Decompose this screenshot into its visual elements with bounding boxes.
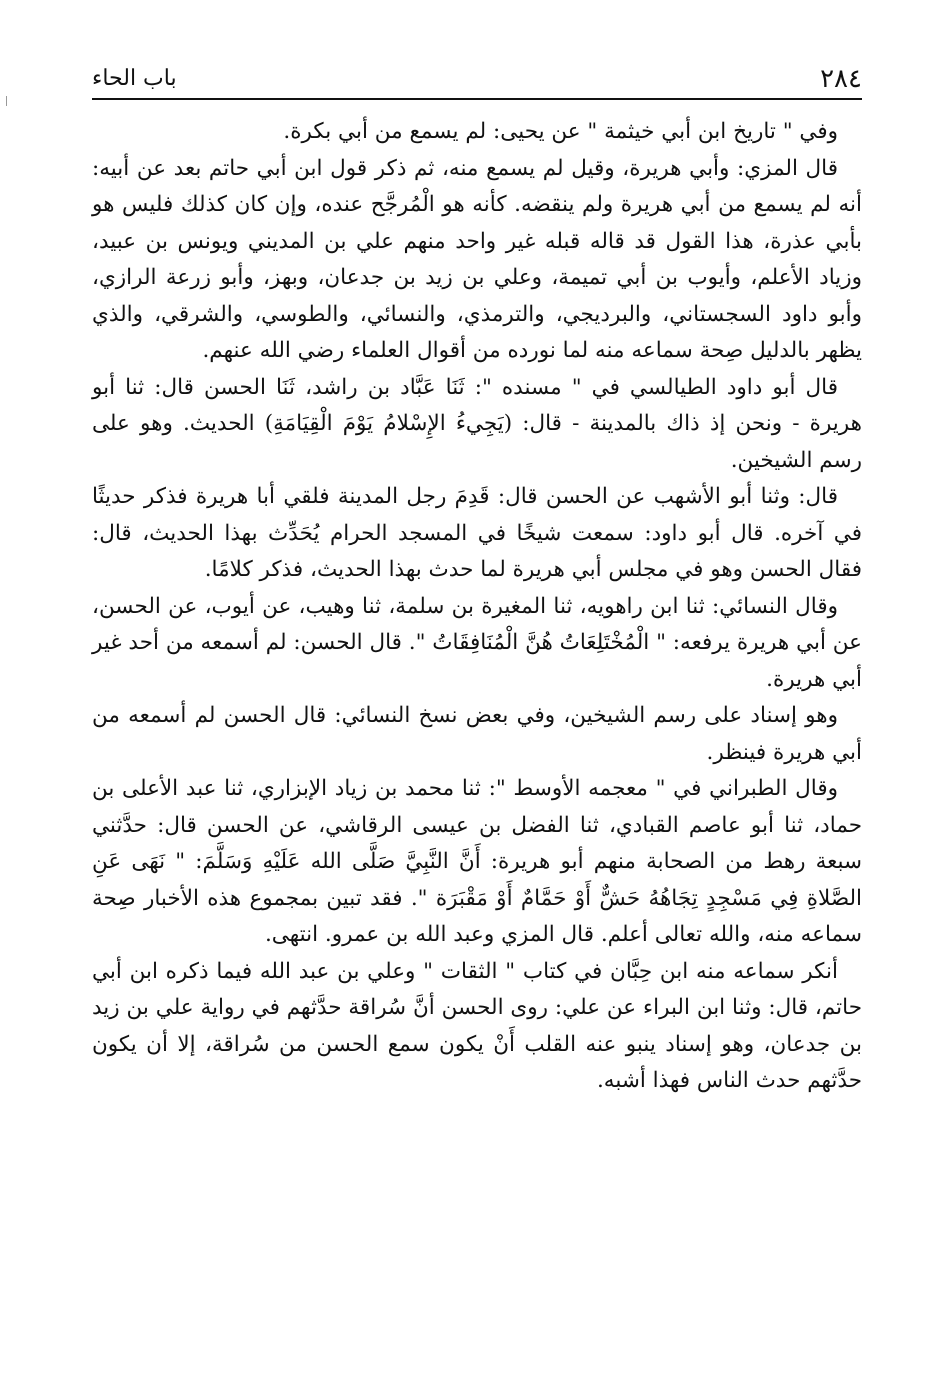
- margin-mark: [6, 96, 7, 106]
- page-header: [92, 56, 862, 100]
- paragraph: أنكر سماعه منه ابن حِبَّان في كتاب " الثقات " وعلي بن عبد الله فيما ذكره ابن أبي حاتم، قال: وثنا ابن البراء عن علي: روى الحسن أنَّ سُراقة حدَّثهم في رواية علي بن زيد بن جدعان، وهو إسناد ينبو عنه القلب أَنْ يكون سمع الحسن من سُراقة، إلا أن يكون حدَّثهم حدث الناس فهذا أشبه.: [92, 958, 862, 1093]
- page-body: [92, 114, 862, 1100]
- paragraph: وقال الطبراني في " معجمه الأوسط ": ثنا محمد بن زياد الإبزاري، ثنا عبد الأعلى بن حماد، ثنا أبو عاصم القبادي، ثنا الفضل بن عيسى الرقاشي، عن الحسن قال: حدَّثني سبعة رهط من الصحابة منهم أبو هريرة: أَنَّ النَّبِيَّ صَلَّى الله عَلَيْهِ وَسَلَّمَ: " نَهَى عَنِ الصَّلاةِ فِي مَسْجِدٍ تِجَاهُهُ حَشٌّ أَوْ حَمَّامٌ أَوْ مَقْبَرَة ". فقد تبين بمجموع هذه الأخبار صِحة سماعه منه، والله تعالى أعلم. قال المزي وعبد الله بن عمرو. انتهى.: [92, 776, 862, 947]
- paragraph: وهو إسناد على رسم الشيخين، وفي بعض نسخ النسائي: قال الحسن لم أسمعه من أبي هريرة فينظر.: [92, 703, 862, 765]
- paragraph: قال أبو داود الطيالسي في " مسنده ": ثَنَا عَبَّاد بن راشد، ثَنَا الحسن قال: ثنا أبو هريرة - ونحن إذ ذاك بالمدينة - قال: (يَجِيءُ الإِسْلامُ يَوْمَ الْقِيَامَةِ) الحديث. وهو على رسم الشيخين.: [92, 374, 862, 473]
- page-number: ٢٨٤: [820, 64, 862, 94]
- paragraph: قال المزي: وأبي هريرة، وقيل لم يسمع منه، ثم ذكر قول ابن أبي حاتم بعد عن أبيه: أنه لم يسمع من أبي هريرة ولم ينقضه. كأنه هو الْمُرجَّح عنده، وإن كان كذلك فليس هو بأبي عذرة، هذا القول قد قاله قبله غير واحد منهم علي بن المديني ويونس بن عبيد، وزياد الأعلم، وأيوب بن أبي تميمة، وعلي بن زيد بن جدعان، وبهز، وأبو زرعة الرازي، وأبو داود السجستاني، والبرديجي، والترمذي، والنسائي، والطوسي، والشرقي، والذي يظهر بالدليل صِحة سماعه منه لما نورده من أقوال العلماء رضي الله عنهم.: [92, 155, 862, 363]
- paragraph: قال: وثنا أبو الأشهب عن الحسن قال: قَدِمَ رجل المدينة فلقي أبا هريرة فذكر حديثًا في آخره. قال أبو داود: سمعت شيخًا في المسجد الحرام يُحَدِّث بهذا الحديث، قال: فقال الحسن وهو في مجلس أبي هريرة لما حدث بهذا الحديث، فذكر كلامًا.: [92, 484, 862, 582]
- running-title: باب الحاء: [92, 66, 177, 91]
- paragraph: وقال النسائي: ثنا ابن راهويه، ثنا المغيرة بن سلمة، ثنا وهيب، عن أيوب، عن الحسن، عن أبي هريرة يرفعه: " الْمُخْتَلِعَاتُ هُنَّ الْمُنَافِقَاتُ ". قال الحسن: لم أسمعه من أحد غير أبي هريرة.: [92, 593, 862, 692]
- book-page: [92, 56, 862, 1356]
- paragraph: وفي " تاريخ ابن أبي خيثمة " عن يحيى: لم يسمع من أبي بكرة.: [283, 119, 838, 144]
